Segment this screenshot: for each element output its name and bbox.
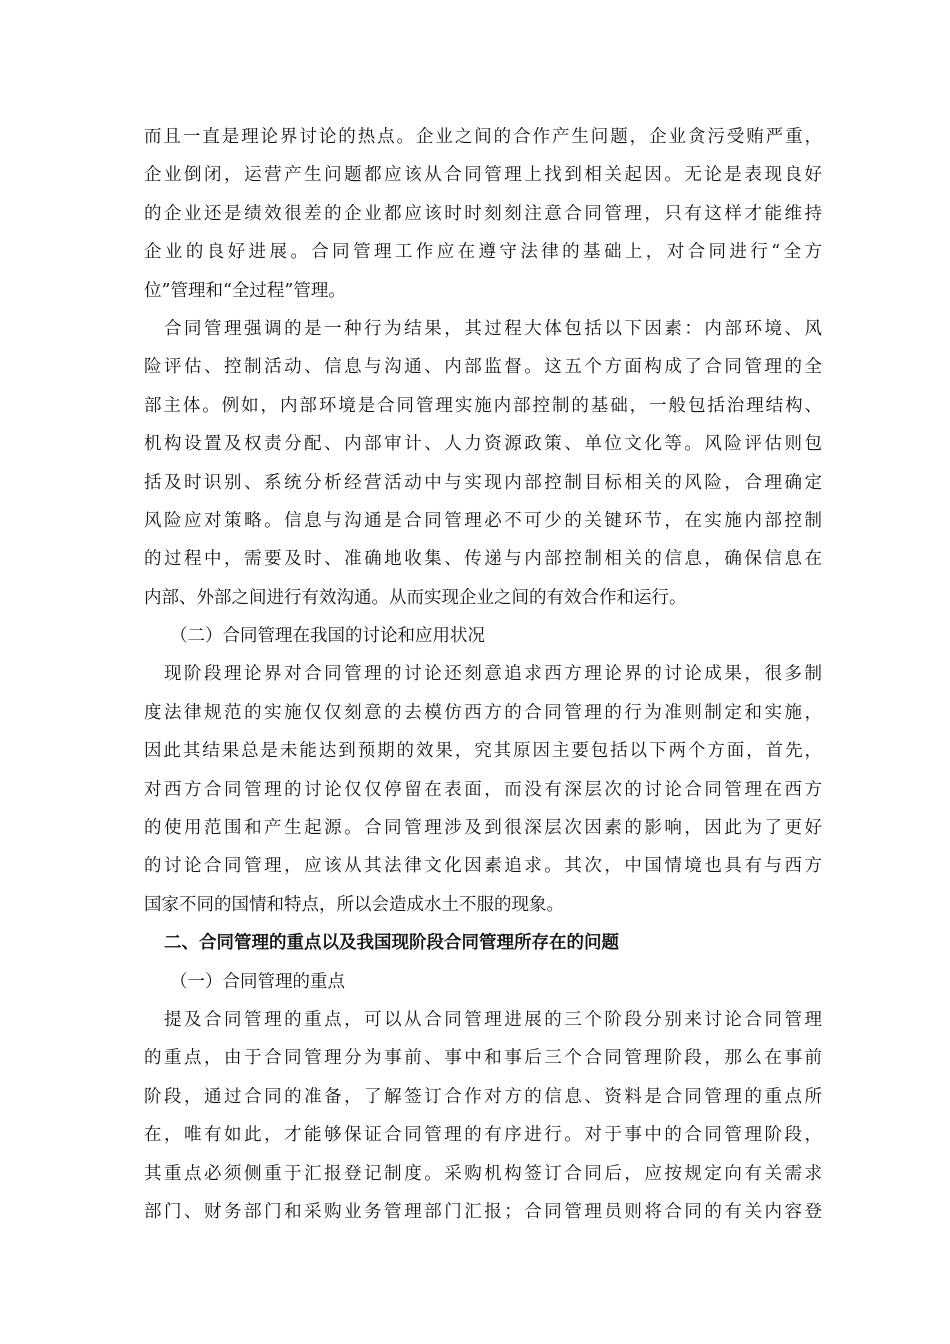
text-line: 企业的良好进展。合同管理工作应在遵守法律的基础上，对合同进行“全方 <box>144 242 822 263</box>
text-line: 部门、财务部门和采购业务管理部门汇报；合同管理员则将合同的有关内容登 <box>144 1201 822 1222</box>
text-line: 而且一直是理论界讨论的热点。企业之间的合作产生问题，企业贪污受贿严重， <box>144 127 822 147</box>
text-line: 对西方合同管理的讨论仅仅停留在表面，而没有深层次的讨论合同管理在西方 <box>144 779 822 800</box>
text-line: 因此其结果总是未能达到预期的效果，究其原因主要包括以下两个方面，首先， <box>144 741 822 762</box>
text-line: 位”管理和“全过程”管理。 <box>144 280 346 301</box>
text-line: 机构设置及权责分配、内部审计、人力资源政策、单位文化等。风险评估则包 <box>144 434 822 455</box>
paragraph-start-line: 现阶段理论界对合同管理的讨论还刻意追求西方理论界的讨论成果，很多制 <box>164 664 822 685</box>
section-heading: 二、合同管理的重点以及我国现阶段合同管理所存在的问题 <box>164 933 619 954</box>
text-line: 度法律规范的实施仅仅刻意的去模仿西方的合同管理的行为准则制定和实施， <box>144 702 822 723</box>
text-line: 风险应对策略。信息与沟通是合同管理必不可少的关键环节，在实施内部控制 <box>144 510 822 531</box>
text-line: 国家不同的国情和特点，所以会造成水土不服的现象。 <box>144 894 564 915</box>
text-line: 的企业还是绩效很差的企业都应该时时刻刻注意合同管理，只有这样才能维持 <box>144 203 822 224</box>
paragraph-start-line: 合同管理强调的是一种行为结果，其过程大体包括以下因素：内部环境、风 <box>164 318 822 339</box>
text-line: 险评估、控制活动、信息与沟通、内部监督。这五个方面构成了合同管理的全 <box>144 357 822 378</box>
text-line: 其重点必须侧重于汇报登记制度。采购机构签订合同后，应按规定向有关需求 <box>144 1163 822 1184</box>
body-text <box>144 118 822 1231</box>
text-line: 的讨论合同管理，应该从其法律文化因素追求。其次，中国情境也具有与西方 <box>144 856 822 877</box>
text-line: 企业倒闭，运营产生问题都应该从合同管理上找到相关起因。无论是表现良好 <box>144 165 822 186</box>
text-line: 在，唯有如此，才能够保证合同管理的有序进行。对于事中的合同管理阶段， <box>144 1125 822 1146</box>
text-line: 括及时识别、系统分析经营活动中与实现内部控制目标相关的风险，合理确定 <box>144 472 822 493</box>
text-line: 内部、外部之间进行有效沟通。从而实现企业之间的有效合作和运行。 <box>144 587 687 608</box>
subsection-heading: （二）合同管理在我国的讨论和应用状况 <box>170 626 485 647</box>
text-line: 的重点，由于合同管理分为事前、事中和事后三个合同管理阶段，那么在事前 <box>144 1048 822 1069</box>
subsection-heading: （一）合同管理的重点 <box>170 971 345 992</box>
text-line: 部主体。例如，内部环境是合同管理实施内部控制的基础，一般包括治理结构、 <box>144 395 822 416</box>
text-line: 阶段，通过合同的准备，了解签订合作对方的信息、资料是合同管理的重点所 <box>144 1086 822 1107</box>
paragraph-start-line: 提及合同管理的重点，可以从合同管理进展的三个阶段分别来讨论合同管理 <box>164 1009 822 1030</box>
text-line: 的过程中，需要及时、准确地收集、传递与内部控制相关的信息，确保信息在 <box>144 549 822 570</box>
text-line: 的使用范围和产生起源。合同管理涉及到很深层次因素的影响，因此为了更好 <box>144 818 822 839</box>
